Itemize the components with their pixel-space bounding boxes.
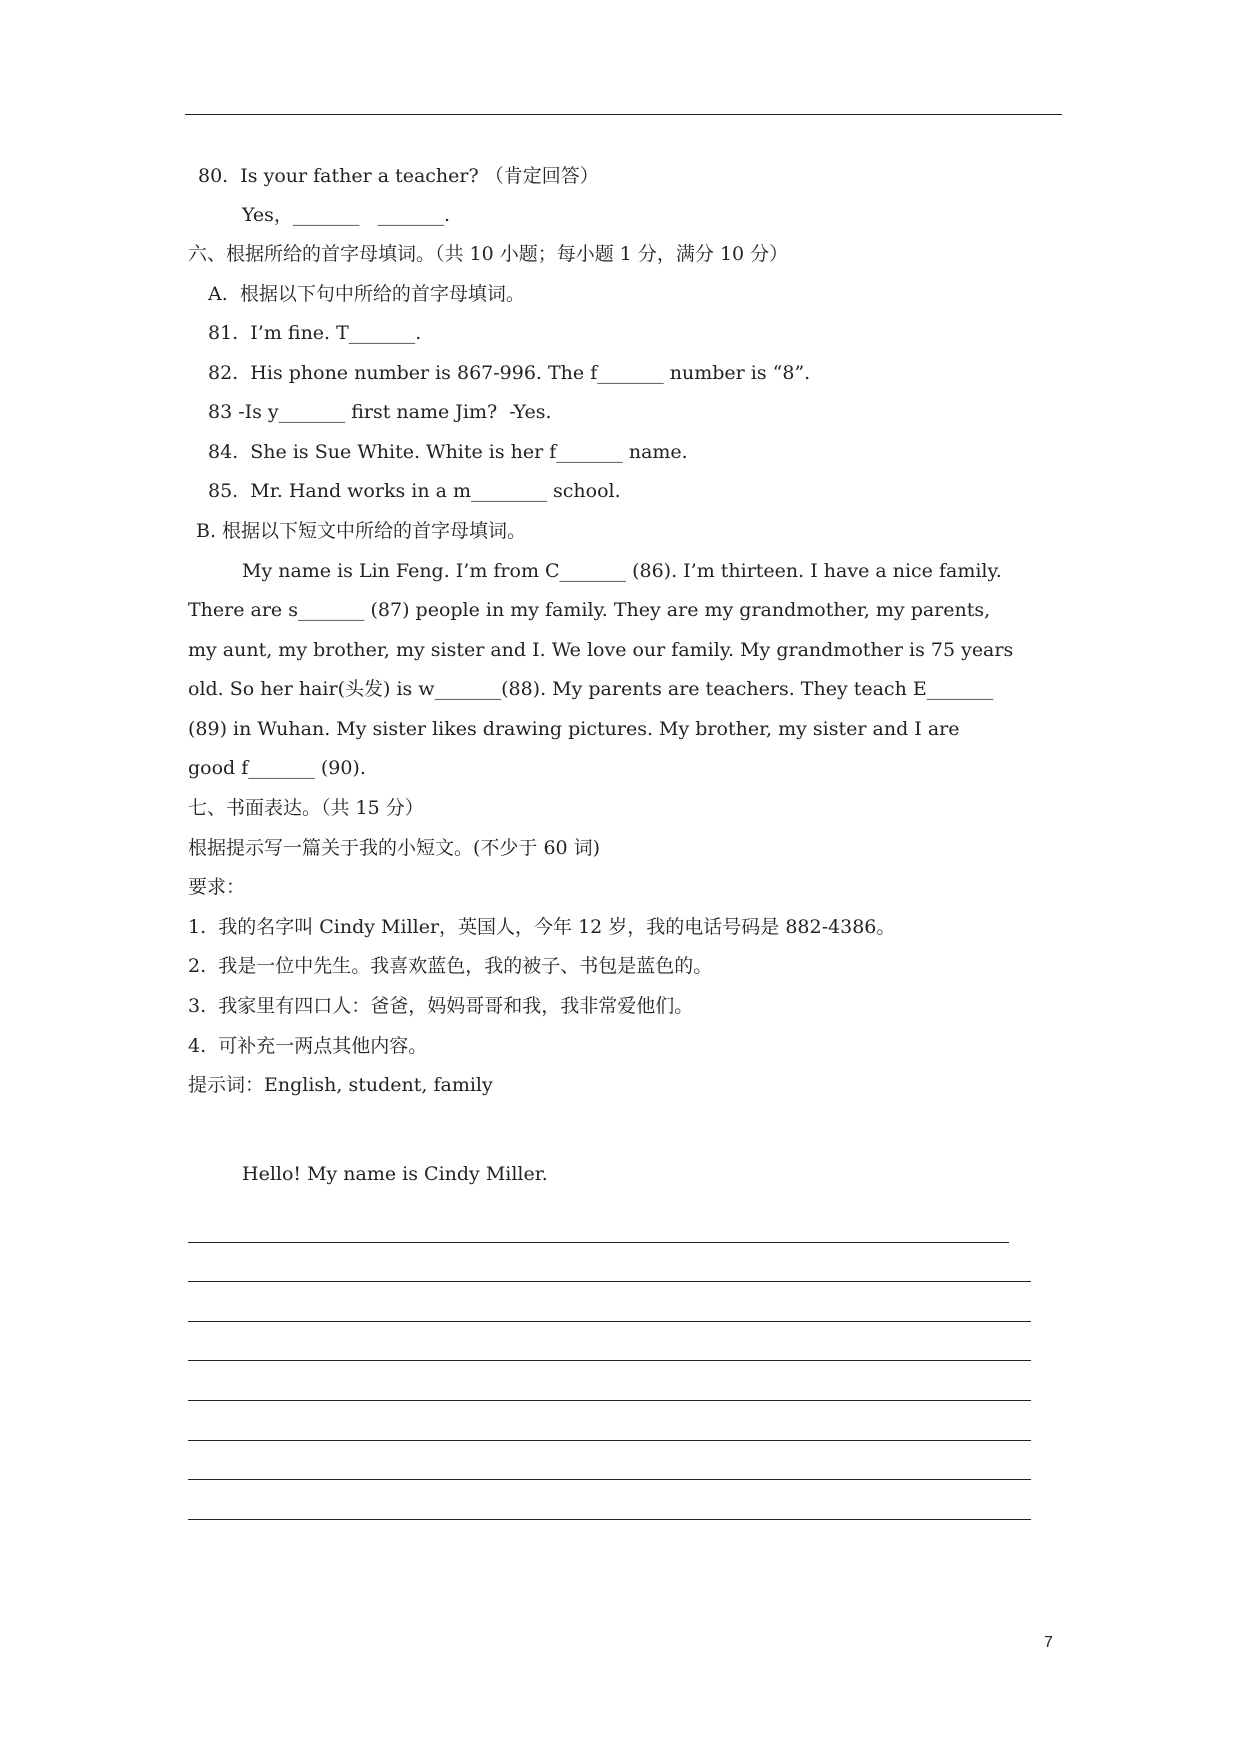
requirement-3: 3. 我家里有四口人：爸爸，妈妈哥哥和我，我非常爱他们。 — [188, 995, 694, 1017]
requirement-1: 1. 我的名字叫 Cindy Miller，英国人，今年 12 岁，我的电话号码是 882-4386。 — [188, 916, 896, 938]
writing-line[interactable] — [188, 1519, 1031, 1520]
passage-line-1: My name is Lin Feng. I’m from C_______ (86). I’m thirteen. I have a nice family. — [242, 560, 1002, 582]
part-a-instructions: A. 根据以下句中所给的首字母填词。 — [208, 283, 525, 305]
question-85: 85. Mr. Hand works in a m________ school. — [208, 480, 621, 502]
question-81: 81. I’m fine. T_______. — [208, 322, 422, 344]
passage-line-2: There are s_______ (87) people in my family. They are my grandmother, my parents, — [188, 599, 991, 621]
question-80: 80. Is your father a teacher? （肯定回答） — [198, 165, 599, 187]
writing-line[interactable] — [188, 1321, 1031, 1322]
passage-line-6: good f_______ (90). — [188, 757, 366, 779]
header-rule — [185, 114, 1062, 115]
passage-line-5: (89) in Wuhan. My sister likes drawing pictures. My brother, my sister and I are — [188, 718, 960, 740]
writing-line[interactable] — [188, 1360, 1031, 1361]
requirement-4: 4. 可补充一两点其他内容。 — [188, 1035, 428, 1057]
requirement-2: 2. 我是一位中先生。我喜欢蓝色，我的被子、书包是蓝色的。 — [188, 955, 713, 977]
writing-line[interactable] — [188, 1440, 1031, 1441]
writing-line[interactable] — [188, 1242, 1009, 1243]
question-83: 83 -Is y_______ first name Jim? -Yes. — [208, 401, 552, 423]
hint-words: 提示词：English, student, family — [188, 1074, 493, 1096]
page-number: 7 — [1044, 1634, 1053, 1651]
question-84: 84. She is Sue White. White is her f_______ name. — [208, 441, 688, 463]
writing-line[interactable] — [188, 1479, 1031, 1480]
passage-line-4: old. So her hair(头发) is w_______(88). My parents are teachers. They teach E_______ — [188, 678, 994, 700]
section-6-heading: 六、根据所给的首字母填词。（共 10 小题；每小题 1 分，满分 10 分） — [188, 243, 789, 265]
part-b-instructions: B. 根据以下短文中所给的首字母填词。 — [196, 520, 527, 542]
question-82: 82. His phone number is 867-996. The f_______ number is “8”. — [208, 362, 811, 384]
requirements-label: 要求： — [188, 876, 246, 898]
question-80-answer: Yes，_______ _______. — [242, 204, 451, 226]
essay-opening: Hello! My name is Cindy Miller. — [242, 1163, 548, 1185]
section-7-heading: 七、书面表达。（共 15 分） — [188, 797, 424, 819]
writing-line[interactable] — [188, 1281, 1031, 1282]
passage-line-3: my aunt, my brother, my sister and I. We love our family. My grandmother is 75 years — [188, 639, 1014, 661]
writing-line[interactable] — [188, 1400, 1031, 1401]
writing-prompt: 根据提示写一篇关于我的小短文。(不少于 60 词) — [188, 837, 601, 859]
